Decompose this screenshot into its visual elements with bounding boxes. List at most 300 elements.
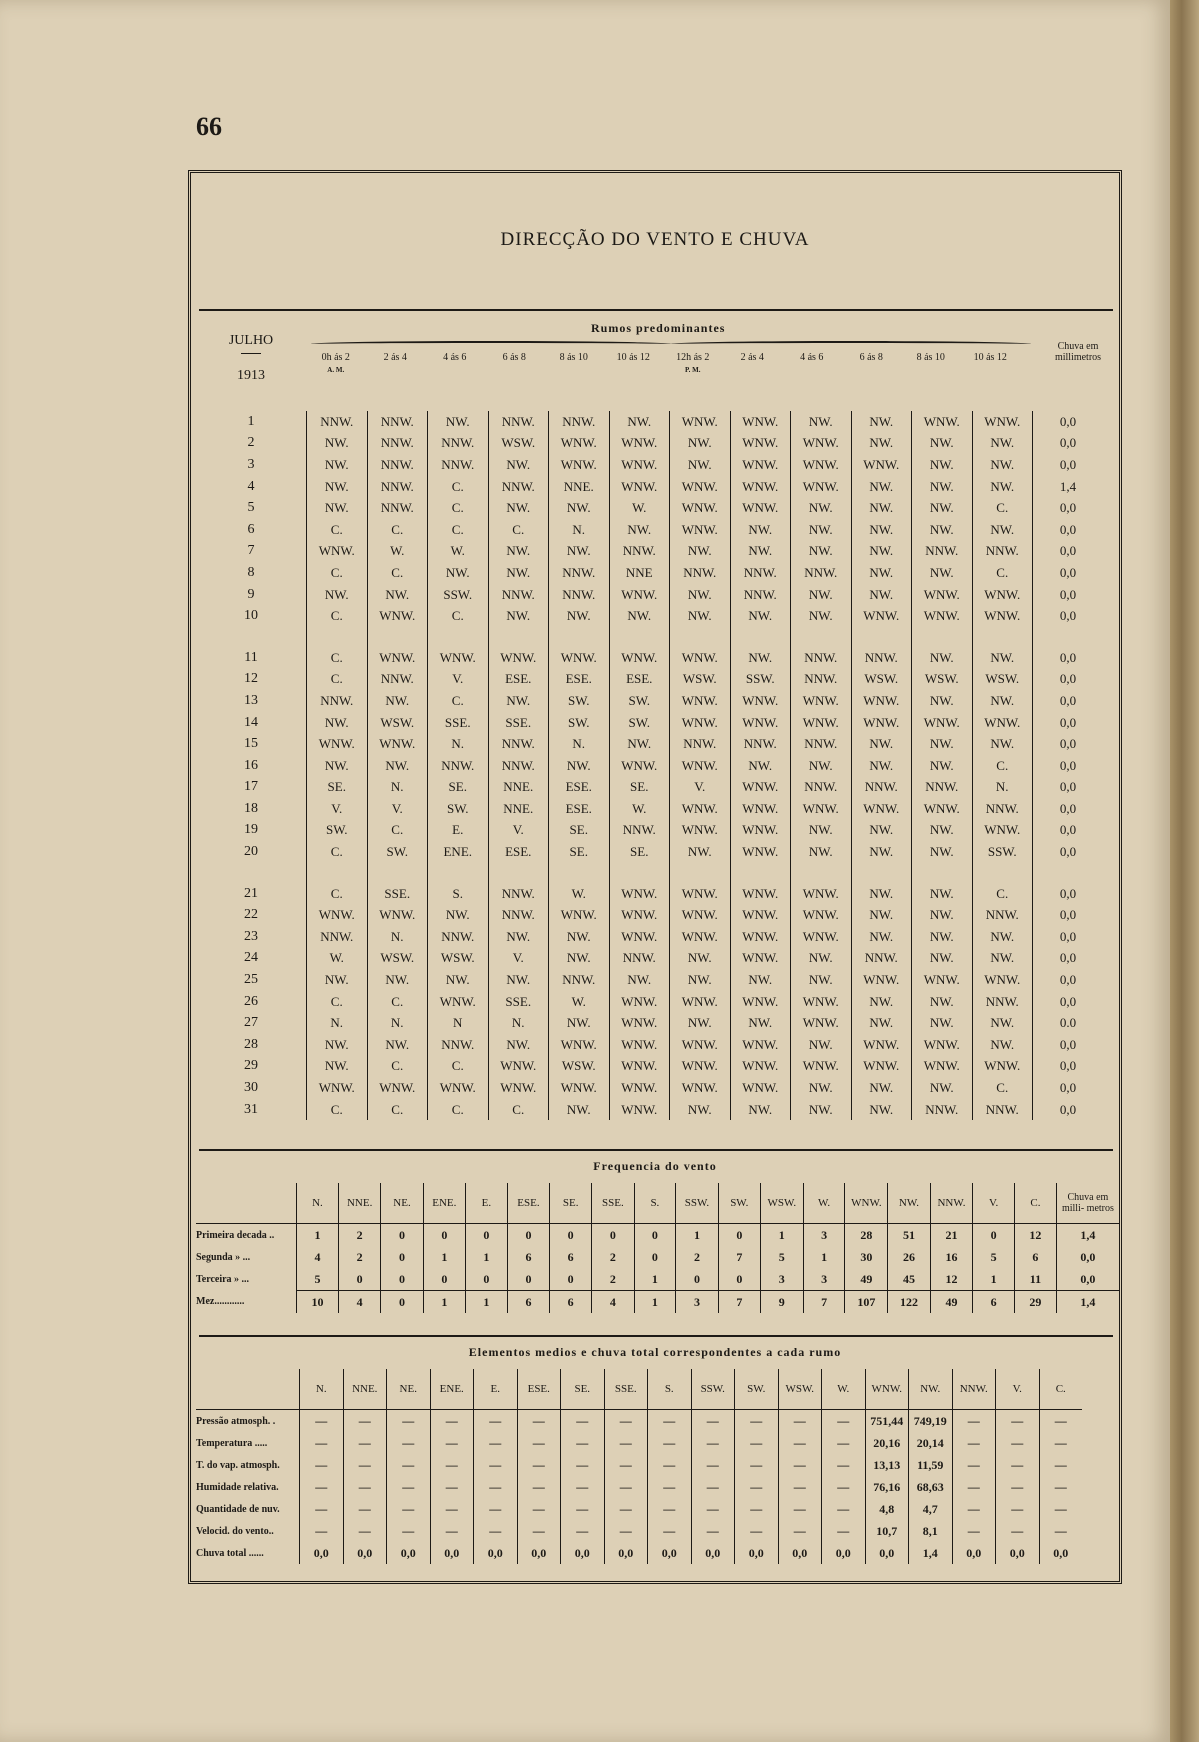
value-cell: —: [561, 1476, 605, 1498]
value-cell: 6: [550, 1246, 592, 1268]
elements-row: [196, 1498, 1082, 1520]
wind-direction-cell: SW.: [609, 690, 670, 712]
wind-direction-cell: WNW.: [791, 926, 852, 948]
value-cell: 3: [676, 1291, 719, 1314]
wind-direction-cell: SE.: [307, 777, 368, 799]
value-cell: 0: [423, 1268, 466, 1291]
wind-direction-cell: WNW.: [428, 1077, 489, 1099]
wind-direction-cell: NNW.: [730, 584, 791, 606]
day-number: 9: [247, 586, 255, 602]
wind-direction-cell: NNW.: [367, 411, 428, 433]
value-cell: —: [996, 1410, 1040, 1433]
rain-cell: 1,4: [1033, 476, 1104, 498]
day-number: 28: [244, 1036, 258, 1052]
wind-direction-cell: WNW.: [367, 733, 428, 755]
gap-cell: [609, 863, 670, 883]
day-number: 7: [247, 543, 255, 559]
value-cell: —: [1039, 1454, 1082, 1476]
freq-rule: [199, 1149, 1113, 1151]
gap-cell: [670, 627, 731, 647]
day-row: [196, 1012, 1103, 1034]
gap-cell: [307, 863, 368, 883]
day-number: 23: [244, 928, 258, 944]
wind-direction-cell: NW.: [307, 433, 368, 455]
wind-direction-cell: NNW.: [428, 926, 489, 948]
wind-direction-cell: NW.: [609, 411, 670, 433]
gap-cell: [972, 627, 1033, 647]
freq-row: [196, 1268, 1119, 1291]
value-cell: 0,0: [561, 1542, 605, 1564]
wind-direction-cell: SE.: [428, 777, 489, 799]
wind-direction-cell: WNW.: [851, 605, 912, 627]
wind-direction-cell: NW.: [488, 562, 549, 584]
wind-direction-cell: ENE.: [428, 841, 489, 863]
value-cell: —: [474, 1410, 518, 1433]
wind-direction-cell: WNW.: [367, 605, 428, 627]
value-cell: 51: [888, 1224, 930, 1247]
row-label: Pressão atmosph. .: [196, 1415, 276, 1427]
day-row: [196, 712, 1103, 734]
wind-direction-cell: WNW.: [912, 712, 973, 734]
wind-direction-cell: SW.: [609, 712, 670, 734]
value-cell: —: [996, 1498, 1040, 1520]
value-cell: 0: [634, 1224, 676, 1247]
rain-cell: 0,0: [1033, 411, 1104, 433]
wind-direction-cell: NW.: [609, 969, 670, 991]
wind-direction-cell: NW.: [367, 690, 428, 712]
wind-direction-cell: C.: [367, 1056, 428, 1078]
wind-direction-cell: NW.: [912, 454, 973, 476]
day-row: [196, 1099, 1103, 1121]
wind-direction-cell: NNW.: [367, 497, 428, 519]
wind-direction-cell: SE.: [549, 820, 610, 842]
value-cell: 0,0: [343, 1542, 387, 1564]
value-cell: —: [343, 1410, 387, 1433]
wind-direction-cell: NW.: [488, 969, 549, 991]
wind-direction-cell: WNW.: [428, 647, 489, 669]
value-cell: 0,0: [1039, 1542, 1082, 1564]
wind-direction-cell: WSW.: [670, 669, 731, 691]
wind-direction-cell: SW.: [549, 712, 610, 734]
value-cell: 6: [973, 1291, 1015, 1314]
wind-direction-cell: NW.: [609, 605, 670, 627]
rain-cell: 0,0: [1033, 712, 1104, 734]
wind-direction-cell: NW.: [972, 454, 1033, 476]
rain-header: Chuva em milli- metros: [1056, 1183, 1119, 1224]
wind-direction-cell: WNW.: [730, 690, 791, 712]
day-number: 25: [244, 972, 258, 988]
wind-direction-cell: NW.: [912, 476, 973, 498]
wind-direction-cell: WNW.: [670, 1056, 731, 1078]
wind-direction-cell: C.: [972, 755, 1033, 777]
value-cell: —: [604, 1520, 648, 1542]
value-cell: 7: [718, 1291, 760, 1314]
value-cell: 5: [973, 1246, 1015, 1268]
wind-direction-cell: NW.: [791, 1077, 852, 1099]
wind-direction-cell: NW.: [428, 904, 489, 926]
value-cell: 3: [760, 1268, 803, 1291]
direction-header: SSW.: [691, 1369, 735, 1410]
row-label: Chuva total ......: [196, 1547, 264, 1559]
day-number: 16: [244, 757, 258, 773]
wind-direction-cell: NNW.: [670, 562, 731, 584]
value-cell: —: [952, 1410, 996, 1433]
value-cell: —: [648, 1476, 692, 1498]
wind-direction-cell: NNW.: [488, 733, 549, 755]
value-cell: —: [822, 1520, 866, 1542]
value-cell: —: [822, 1410, 866, 1433]
value-cell: 107: [845, 1291, 888, 1314]
direction-header: V.: [996, 1369, 1040, 1410]
day-row: [196, 1034, 1103, 1056]
wind-direction-cell: C.: [428, 519, 489, 541]
wind-direction-cell: NNW.: [549, 562, 610, 584]
day-number: 31: [244, 1101, 258, 1117]
year-label: 1913: [237, 368, 265, 383]
value-cell: —: [822, 1432, 866, 1454]
value-cell: 4: [592, 1291, 634, 1314]
freq-title: Frequencia do vento: [593, 1159, 717, 1173]
wind-direction-cell: NW.: [428, 969, 489, 991]
value-cell: 2: [338, 1246, 381, 1268]
wind-direction-cell: WNW.: [670, 411, 731, 433]
wind-direction-cell: NW.: [730, 1099, 791, 1121]
value-cell: —: [778, 1520, 822, 1542]
value-cell: 11: [1015, 1268, 1057, 1291]
wind-direction-cell: SSE.: [428, 712, 489, 734]
wind-direction-cell: NW.: [428, 562, 489, 584]
wind-direction-cell: WNW.: [730, 777, 791, 799]
wind-direction-cell: NNW.: [912, 541, 973, 563]
wind-direction-cell: NW.: [912, 883, 973, 905]
value-cell: 1: [973, 1268, 1015, 1291]
wind-direction-cell: NW.: [851, 755, 912, 777]
wind-direction-cell: WNW.: [730, 1077, 791, 1099]
wind-direction-cell: SW.: [367, 841, 428, 863]
wind-direction-cell: NNW.: [972, 798, 1033, 820]
day-row: [196, 669, 1103, 691]
wind-direction-cell: NW.: [851, 411, 912, 433]
wind-direction-cell: NW.: [851, 433, 912, 455]
wind-direction-cell: NW.: [367, 755, 428, 777]
wind-direction-cell: WNW.: [912, 1034, 973, 1056]
wind-direction-cell: WNW.: [791, 798, 852, 820]
wind-direction-cell: NW.: [549, 926, 610, 948]
wind-direction-cell: WSW.: [851, 669, 912, 691]
wind-direction-cell: NW.: [791, 519, 852, 541]
value-cell: 4: [297, 1246, 339, 1268]
value-cell: 8,1: [909, 1520, 953, 1542]
period-header: 12h ás 2: [676, 352, 710, 363]
wind-direction-cell: NNW.: [488, 883, 549, 905]
value-cell: 76,16: [865, 1476, 909, 1498]
gap-cell: [549, 863, 610, 883]
wind-direction-cell: NW.: [488, 690, 549, 712]
wind-direction-cell: WNW.: [670, 476, 731, 498]
direction-header: NW.: [909, 1369, 953, 1410]
value-cell: 12: [930, 1268, 973, 1291]
value-cell: —: [387, 1432, 431, 1454]
wind-direction-cell: WSW.: [367, 948, 428, 970]
wind-direction-cell: NW.: [912, 926, 973, 948]
value-cell: —: [343, 1454, 387, 1476]
wind-direction-cell: NW.: [912, 991, 973, 1013]
value-cell: —: [387, 1410, 431, 1433]
freq-header-row: [196, 1183, 1119, 1224]
wind-direction-cell: WNW.: [851, 712, 912, 734]
book-spine: [1170, 0, 1199, 1742]
value-cell: 1: [297, 1224, 339, 1247]
direction-header: SW.: [718, 1183, 760, 1224]
wind-direction-cell: WNW.: [730, 883, 791, 905]
wind-direction-cell: SSW.: [730, 669, 791, 691]
wind-direction-cell: WNW.: [730, 433, 791, 455]
value-cell: 26: [888, 1246, 930, 1268]
value-cell: 0: [507, 1224, 549, 1247]
day-row: [196, 411, 1103, 433]
value-cell: 3: [803, 1224, 845, 1247]
day-row: [196, 883, 1103, 905]
wind-direction-cell: WNW.: [670, 1077, 731, 1099]
period-header: 4 ás 6: [443, 352, 467, 363]
wind-direction-cell: WNW.: [791, 476, 852, 498]
value-cell: —: [778, 1498, 822, 1520]
value-cell: 0: [550, 1268, 592, 1291]
wind-direction-cell: NNW.: [609, 820, 670, 842]
row-label: Primeira decada ..: [196, 1229, 275, 1241]
value-cell: 13,13: [865, 1454, 909, 1476]
rumos-title: Rumos predominantes: [591, 321, 726, 335]
day-row: [196, 904, 1103, 926]
wind-direction-cell: WNW.: [670, 904, 731, 926]
rain-cell: 0,0: [1056, 1246, 1119, 1268]
value-cell: —: [474, 1432, 518, 1454]
wind-direction-cell: C.: [367, 562, 428, 584]
wind-direction-cell: W.: [609, 798, 670, 820]
wind-direction-cell: NNW.: [609, 948, 670, 970]
wind-direction-cell: NNE.: [488, 798, 549, 820]
day-row: [196, 497, 1103, 519]
wind-direction-cell: E.: [428, 820, 489, 842]
value-cell: —: [648, 1520, 692, 1542]
wind-direction-cell: N: [428, 1012, 489, 1034]
value-cell: —: [996, 1454, 1040, 1476]
wind-direction-cell: W.: [549, 883, 610, 905]
value-cell: 0: [381, 1291, 423, 1314]
rain-cell: 1,4: [1056, 1224, 1119, 1247]
rain-cell: 0,0: [1033, 820, 1104, 842]
value-cell: 2: [676, 1246, 719, 1268]
wind-direction-cell: WNW.: [912, 798, 973, 820]
wind-direction-cell: WNW.: [609, 476, 670, 498]
direction-header: W.: [803, 1183, 845, 1224]
direction-header: SW.: [735, 1369, 779, 1410]
wind-direction-cell: WNW.: [670, 883, 731, 905]
period-header: 8 ás 10: [916, 352, 945, 363]
direction-header: ESE.: [507, 1183, 549, 1224]
wind-direction-cell: NW.: [670, 841, 731, 863]
gap-cell: [196, 627, 307, 647]
wind-direction-cell: NNW.: [791, 669, 852, 691]
wind-direction-cell: NW.: [791, 1099, 852, 1121]
value-cell: 0,0: [865, 1542, 909, 1564]
wind-direction-cell: C.: [428, 1099, 489, 1121]
day-number: 5: [247, 500, 255, 516]
wind-direction-cell: W.: [367, 541, 428, 563]
wind-direction-cell: NW.: [670, 1012, 731, 1034]
wind-direction-cell: NW.: [851, 733, 912, 755]
wind-direction-cell: WNW.: [791, 991, 852, 1013]
direction-header: ENE.: [430, 1369, 474, 1410]
value-cell: —: [343, 1476, 387, 1498]
wind-direction-cell: NW.: [367, 1034, 428, 1056]
value-cell: —: [952, 1454, 996, 1476]
wind-direction-cell: WNW.: [730, 411, 791, 433]
value-cell: 49: [930, 1291, 973, 1314]
wind-direction-cell: V.: [670, 777, 731, 799]
wind-direction-cell: NW.: [851, 1012, 912, 1034]
wind-direction-cell: NW.: [791, 541, 852, 563]
gap-cell: [609, 627, 670, 647]
rain-cell: 0,0: [1033, 562, 1104, 584]
wind-direction-cell: NW.: [488, 454, 549, 476]
rain-cell: 1,4: [1056, 1291, 1119, 1314]
wind-direction-cell: NW.: [791, 820, 852, 842]
elements-title: Elementos medios e chuva total correspondentes a cada rumo: [468, 1345, 842, 1359]
wind-direction-cell: NW.: [730, 519, 791, 541]
wind-direction-cell: NNW.: [488, 411, 549, 433]
wind-direction-cell: NW.: [549, 541, 610, 563]
wind-direction-cell: NW.: [851, 497, 912, 519]
wind-direction-cell: N.: [307, 1012, 368, 1034]
rain-cell: 0,0: [1033, 454, 1104, 476]
period-note: P. M.: [685, 366, 701, 374]
wind-direction-cell: WNW.: [851, 454, 912, 476]
gap-cell: [730, 863, 791, 883]
brace-left: [311, 341, 671, 347]
wind-direction-cell: WNW.: [549, 904, 610, 926]
wind-direction-cell: NW.: [307, 755, 368, 777]
wind-direction-cell: WNW.: [730, 497, 791, 519]
rain-cell: 0,0: [1033, 733, 1104, 755]
header-spacer: [196, 1369, 300, 1410]
wind-direction-cell: C.: [307, 669, 368, 691]
wind-direction-cell: NNW.: [488, 904, 549, 926]
wind-direction-cell: NW.: [912, 1077, 973, 1099]
wind-direction-cell: NW.: [851, 926, 912, 948]
gap-cell: [1033, 627, 1104, 647]
value-cell: 0: [507, 1268, 549, 1291]
wind-direction-cell: NW.: [912, 841, 973, 863]
value-cell: —: [778, 1410, 822, 1433]
wind-direction-cell: NW.: [670, 433, 731, 455]
elements-row: [196, 1520, 1082, 1542]
value-cell: —: [474, 1476, 518, 1498]
wind-direction-cell: C.: [972, 883, 1033, 905]
wind-direction-cell: ESE.: [609, 669, 670, 691]
day-row: [196, 820, 1103, 842]
period-header-wrap: [306, 351, 366, 377]
day-row: [196, 476, 1103, 498]
wind-direction-cell: NW.: [791, 969, 852, 991]
value-cell: —: [343, 1520, 387, 1542]
value-cell: —: [996, 1476, 1040, 1498]
day-row: [196, 647, 1103, 669]
wind-direction-cell: NW.: [791, 411, 852, 433]
value-cell: 16: [930, 1246, 973, 1268]
gap-cell: [912, 863, 973, 883]
direction-header: S.: [634, 1183, 676, 1224]
wind-direction-cell: NW.: [912, 948, 973, 970]
value-cell: 0,0: [822, 1542, 866, 1564]
wind-direction-cell: NW.: [912, 755, 973, 777]
wind-direction-cell: WNW.: [730, 926, 791, 948]
wind-direction-cell: C.: [367, 991, 428, 1013]
day-number: 3: [247, 456, 255, 472]
wind-direction-cell: NNW.: [851, 948, 912, 970]
elements-row: [196, 1410, 1082, 1433]
wind-direction-cell: NW.: [730, 1012, 791, 1034]
value-cell: —: [996, 1520, 1040, 1542]
wind-direction-cell: C.: [428, 605, 489, 627]
value-cell: 0: [634, 1246, 676, 1268]
wind-direction-cell: NNW.: [851, 777, 912, 799]
value-cell: 1: [760, 1224, 803, 1247]
day-number: 29: [244, 1058, 258, 1074]
day-number: 6: [247, 521, 255, 537]
value-cell: —: [735, 1454, 779, 1476]
value-cell: 28: [845, 1224, 888, 1247]
wind-direction-cell: WNW.: [730, 948, 791, 970]
wind-direction-cell: NW.: [972, 690, 1033, 712]
wind-direction-cell: NW.: [791, 841, 852, 863]
value-cell: —: [604, 1454, 648, 1476]
value-cell: 0,0: [387, 1542, 431, 1564]
day-row: [196, 841, 1103, 863]
rain-cell: 0,0: [1033, 948, 1104, 970]
wind-direction-cell: C.: [972, 562, 1033, 584]
direction-header: SE.: [550, 1183, 592, 1224]
wind-direction-cell: WNW.: [609, 1012, 670, 1034]
wind-direction-cell: ESE.: [549, 798, 610, 820]
wind-direction-cell: WNW.: [730, 712, 791, 734]
wind-direction-cell: NW.: [912, 497, 973, 519]
wind-direction-cell: NNW.: [367, 476, 428, 498]
wind-direction-cell: C.: [307, 883, 368, 905]
wind-direction-cell: V.: [488, 948, 549, 970]
wind-direction-cell: C.: [428, 690, 489, 712]
wind-direction-cell: SE.: [609, 777, 670, 799]
value-cell: —: [604, 1432, 648, 1454]
wind-direction-cell: NNW.: [670, 733, 731, 755]
freq-row: [196, 1246, 1119, 1268]
value-cell: 7: [803, 1291, 845, 1314]
wind-direction-cell: NW.: [791, 497, 852, 519]
wind-direction-cell: NW.: [307, 1034, 368, 1056]
table-frame: [188, 170, 1122, 1584]
wind-direction-cell: C.: [307, 562, 368, 584]
value-cell: 21: [930, 1224, 973, 1247]
wind-direction-cell: NNW.: [307, 690, 368, 712]
rain-cell: 0,0: [1033, 969, 1104, 991]
value-cell: 0: [550, 1224, 592, 1247]
wind-direction-cell: WNW.: [912, 411, 973, 433]
wind-direction-cell: C.: [307, 647, 368, 669]
wind-direction-cell: WNW.: [670, 798, 731, 820]
wind-direction-cell: W.: [428, 541, 489, 563]
day-row: [196, 969, 1103, 991]
wind-direction-cell: NW.: [912, 647, 973, 669]
